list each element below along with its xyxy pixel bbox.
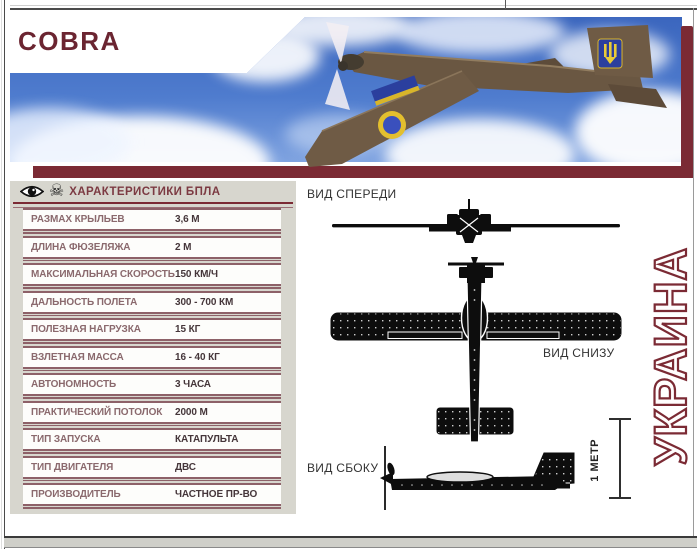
spec-value: КАТАПУЛЬТА [175,434,239,445]
spec-row [23,208,281,231]
country-watermark: УКРАИНА [644,246,696,466]
scale-ruler [600,415,644,507]
spec-row [23,318,281,341]
spec-value: 16 - 40 КГ [175,351,220,363]
spec-label: РАЗМАХ КРЫЛЬЕВ [31,214,125,225]
side-view-drawing [378,442,582,516]
spec-label: ПРАКТИЧЕСКИЙ ПОТОЛОК [31,406,163,418]
frame-top-tick [505,0,506,9]
spec-label: ТИП ЗАПУСКА [31,434,101,445]
frame-bottom-thin-line [4,547,697,548]
spec-label: ДАЛЬНОСТЬ ПОЛЕТА [31,296,138,308]
spec-label: МАКСИМАЛЬНАЯ СКОРОСТЬ [31,269,175,280]
frame-top-line [10,8,697,10]
front-view-label: ВИД СПЕРЕДИ [307,187,397,201]
specs-table [23,208,281,511]
spec-value: 15 КГ [175,324,201,335]
spec-row [23,483,281,506]
frame-top-light [10,5,697,6]
spec-row [23,373,281,396]
spec-value: 2000 М [175,406,208,418]
spec-value: ДВС [175,461,196,473]
spec-row [23,291,281,314]
spec-label: ДЛИНА ФЮЗЕЛЯЖА [31,241,131,253]
frame-bottom-strip [4,538,697,547]
frame-left-line [4,0,5,549]
spec-label: ПРОИЗВОДИТЕЛЬ [31,489,121,500]
skull-crossbones-icon: ☠ [49,181,65,200]
spec-row-separator [23,506,281,511]
spec-value: 3,6 М [175,214,200,225]
spec-value: 300 - 700 КМ [175,296,234,308]
scale-label-wrap [586,425,604,495]
specs-panel [10,181,296,514]
spec-value: ЧАСТНОЕ ПР-ВО [175,489,258,500]
spec-row [23,236,281,259]
spec-value: 3 ЧАСА [175,379,211,390]
spec-value: 2 М [175,241,192,253]
spec-label: ТИП ДВИГАТЕЛЯ [31,461,114,473]
spec-row [23,346,281,369]
spec-label: ВЗЛЕТНАЯ МАССА [31,351,124,363]
front-view-drawing [330,197,622,247]
specs-title: ХАРАКТЕРИСТИКИ БПЛА [69,185,221,198]
spec-label: АВТОНОМНОСТЬ [31,379,117,390]
spec-row [23,428,281,451]
bottom-view-label: ВИД СНИЗУ [543,346,615,360]
spec-row [23,456,281,479]
eye-icon [20,184,44,199]
frame-left-light [1,0,2,549]
spec-row [23,401,281,424]
spec-row [23,263,281,286]
spec-value: 150 КМ/Ч [175,269,218,280]
scale-label: 1 МЕТР [589,438,601,482]
spec-label: ПОЛЕЗНАЯ НАГРУЗКА [31,324,141,335]
bottom-view-drawing [330,254,622,446]
specs-header [10,181,296,202]
page-title: COBRA [18,26,121,56]
side-view-label: ВИД СБОКУ [307,461,379,475]
